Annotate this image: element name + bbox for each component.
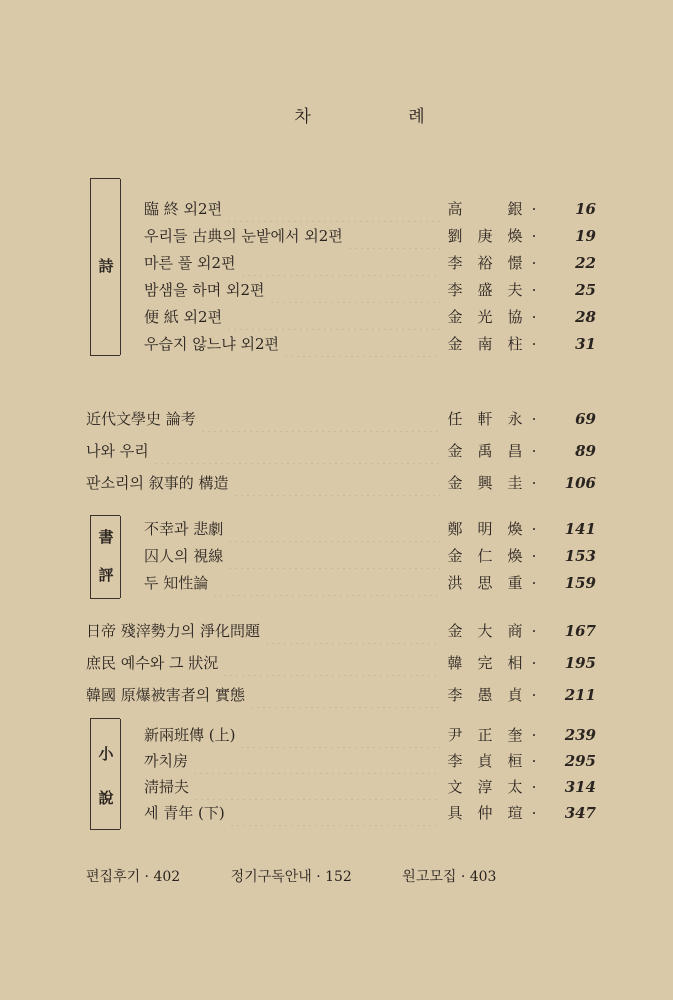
entry-page: 31 <box>575 335 596 353</box>
separator-dot: · <box>531 281 537 299</box>
separator-dot: · <box>531 442 537 460</box>
leader-dots <box>153 438 440 464</box>
footer-item: 정기구독안내 · 152 <box>230 869 352 885</box>
author-char: 思 <box>477 574 493 592</box>
toc-entry <box>0 277 673 303</box>
toc-entry <box>0 650 673 676</box>
entry-title: 新兩班傳 (上) <box>144 726 236 744</box>
leader-dots <box>240 250 440 276</box>
entry-author <box>440 250 540 276</box>
toc-entry <box>0 774 673 800</box>
entry-page: 211 <box>564 686 596 704</box>
entry-page: 89 <box>575 442 596 460</box>
entry-author <box>440 470 540 496</box>
author-char: 重 <box>507 574 523 592</box>
author-char: 裕 <box>477 254 493 272</box>
author-char: 柱 <box>507 335 523 353</box>
entry-author <box>440 570 540 596</box>
separator-dot: · <box>531 308 537 326</box>
entry-title: 韓國 原爆被害者의 實態 <box>86 686 246 704</box>
leader-dots <box>347 223 440 249</box>
author-char: 洪 <box>447 574 463 592</box>
toc-entry <box>0 331 673 357</box>
author-char: 金 <box>447 622 463 640</box>
leader-dots <box>264 618 440 644</box>
entry-author <box>440 277 540 303</box>
separator-dot: · <box>531 335 537 353</box>
author-char: 李 <box>447 281 463 299</box>
author-char: 具 <box>447 804 463 822</box>
author-char: 煥 <box>507 547 523 565</box>
leader-dots <box>233 470 440 496</box>
section-label: 評 <box>98 566 114 584</box>
leader-dots <box>239 722 440 748</box>
toc-entry <box>0 748 673 774</box>
entry-title: 囚人의 視線 <box>144 547 224 565</box>
entry-author <box>440 800 540 826</box>
separator-dot: · <box>531 410 537 428</box>
toc-entry <box>0 543 673 569</box>
separator-dot: · <box>531 804 537 822</box>
author-char: 愚 <box>477 686 493 704</box>
section-label: 小 <box>98 745 114 763</box>
entry-author <box>440 722 540 748</box>
toc-entry <box>0 438 673 464</box>
toc-entry <box>0 618 673 644</box>
entry-author <box>440 196 540 222</box>
author-char: 李 <box>447 254 463 272</box>
leader-dots <box>227 543 440 569</box>
separator-dot: · <box>531 547 537 565</box>
entry-page: 106 <box>564 474 596 492</box>
entry-page: 239 <box>564 726 596 744</box>
separator-dot: · <box>531 254 537 272</box>
leader-dots <box>227 516 440 542</box>
leader-dots <box>212 570 440 596</box>
separator-dot: · <box>531 686 537 704</box>
author-char: 金 <box>447 442 463 460</box>
entry-author <box>440 774 540 800</box>
entry-author <box>440 543 540 569</box>
entry-title: 세 青年 (下) <box>144 804 225 822</box>
entry-title: 판소리의 叙事的 構造 <box>86 474 229 492</box>
author-char: 煥 <box>507 520 523 538</box>
author-char: 淳 <box>477 778 493 796</box>
author-char: 明 <box>477 520 493 538</box>
author-char: 光 <box>477 308 493 326</box>
author-char: 仁 <box>477 547 493 565</box>
entry-title: 便 紙 외2편 <box>144 308 223 326</box>
entry-page: 195 <box>564 654 596 672</box>
leader-dots <box>229 800 440 826</box>
entry-author <box>440 650 540 676</box>
entry-page: 153 <box>564 547 596 565</box>
author-char: 完 <box>477 654 493 672</box>
leader-dots <box>249 682 440 708</box>
author-char: 商 <box>507 622 523 640</box>
entry-author <box>440 682 540 708</box>
author-char: 憬 <box>507 254 523 272</box>
entry-page: 28 <box>575 308 596 326</box>
entry-page: 167 <box>564 622 596 640</box>
author-char: 禹 <box>477 442 493 460</box>
author-char: 夫 <box>507 281 523 299</box>
footer-notes <box>86 866 542 886</box>
entry-title: 淸掃夫 <box>144 778 190 796</box>
author-char: 仲 <box>477 804 493 822</box>
author-char: 高 <box>447 200 463 218</box>
author-char: 協 <box>507 308 523 326</box>
author-char: 李 <box>447 686 463 704</box>
entry-page: 314 <box>564 778 596 796</box>
separator-dot: · <box>531 520 537 538</box>
footer-item: 원고모집 · 403 <box>402 869 497 885</box>
entry-author <box>440 748 540 774</box>
separator-dot: · <box>531 474 537 492</box>
page-title: 차 례 <box>294 107 471 127</box>
separator-dot: · <box>531 574 537 592</box>
author-char: 金 <box>447 474 463 492</box>
author-char: 鄭 <box>447 520 463 538</box>
toc-entry <box>0 682 673 708</box>
author-char: 南 <box>477 335 493 353</box>
author-char: 貞 <box>507 686 523 704</box>
author-char: 任 <box>447 410 463 428</box>
author-char: 昌 <box>507 442 523 460</box>
entry-page: 141 <box>564 520 596 538</box>
entry-title: 우습지 않느냐 외2편 <box>144 335 280 353</box>
author-char: 盛 <box>477 281 493 299</box>
entry-title: 두 知性論 <box>144 574 209 592</box>
author-char: 大 <box>477 622 493 640</box>
author-char: 李 <box>447 752 463 770</box>
entry-title: 日帝 殘滓勢力의 淨化問題 <box>86 622 261 640</box>
leader-dots <box>222 650 440 676</box>
entry-page: 159 <box>564 574 596 592</box>
author-char: 韓 <box>447 654 463 672</box>
entry-page: 295 <box>564 752 596 770</box>
author-char: 煥 <box>507 227 523 245</box>
entry-title: 近代文學史 論考 <box>86 410 196 428</box>
entry-author <box>440 516 540 542</box>
toc-entry <box>0 223 673 249</box>
entry-author <box>440 406 540 432</box>
toc-entry <box>0 570 673 596</box>
entry-title: 庶民 예수와 그 狀況 <box>86 654 219 672</box>
separator-dot: · <box>531 778 537 796</box>
leader-dots <box>226 304 440 330</box>
toc-entry <box>0 516 673 542</box>
entry-author <box>440 223 540 249</box>
entry-page: 347 <box>564 804 596 822</box>
separator-dot: · <box>531 726 537 744</box>
entry-page: 69 <box>575 410 596 428</box>
author-char: 正 <box>477 726 493 744</box>
entry-author <box>440 438 540 464</box>
section-label: 書 <box>98 528 114 546</box>
entry-title: 不幸과 悲劇 <box>144 520 224 538</box>
leader-dots <box>269 277 440 303</box>
author-char: 桓 <box>507 752 523 770</box>
toc-entry <box>0 304 673 330</box>
separator-dot: · <box>531 227 537 245</box>
author-char: 銀 <box>507 200 523 218</box>
author-char: 金 <box>447 335 463 353</box>
author-char: 奎 <box>507 726 523 744</box>
toc-entry <box>0 722 673 748</box>
author-char: 貞 <box>477 752 493 770</box>
author-char: 文 <box>447 778 463 796</box>
footer-item: 편집후기 · 402 <box>86 869 181 885</box>
author-char: 圭 <box>507 474 523 492</box>
entry-author <box>440 331 540 357</box>
entry-title: 마른 풀 외2편 <box>144 254 236 272</box>
separator-dot: · <box>531 200 537 218</box>
section-label: 說 <box>98 789 114 807</box>
entry-page: 16 <box>575 200 596 218</box>
entry-title: 까치房 <box>144 752 188 770</box>
author-char: 興 <box>477 474 493 492</box>
leader-dots <box>200 406 440 432</box>
separator-dot: · <box>531 622 537 640</box>
entry-title: 나와 우리 <box>86 442 149 460</box>
author-char: 太 <box>507 778 523 796</box>
leader-dots <box>283 331 440 357</box>
toc-entry <box>0 196 673 222</box>
toc-entry <box>0 406 673 432</box>
separator-dot: · <box>531 654 537 672</box>
toc-entry <box>0 470 673 496</box>
leader-dots <box>226 196 440 222</box>
entry-title: 우리들 古典의 눈밭에서 외2편 <box>144 227 343 245</box>
entry-page: 19 <box>575 227 596 245</box>
author-char: 瑄 <box>507 804 523 822</box>
author-char: 劉 <box>447 227 463 245</box>
author-char: 永 <box>507 410 523 428</box>
entry-page: 22 <box>575 254 596 272</box>
entry-page: 25 <box>575 281 596 299</box>
author-char: 庚 <box>477 227 493 245</box>
author-char: 金 <box>447 308 463 326</box>
separator-dot: · <box>531 752 537 770</box>
entry-author <box>440 304 540 330</box>
leader-dots <box>192 748 440 774</box>
toc-entry <box>0 800 673 826</box>
author-char: 軒 <box>477 410 493 428</box>
author-char: 尹 <box>447 726 463 744</box>
entry-author <box>440 618 540 644</box>
author-char: 相 <box>507 654 523 672</box>
leader-dots <box>193 774 440 800</box>
author-char: 金 <box>447 547 463 565</box>
toc-entry <box>0 250 673 276</box>
section-label: 詩 <box>98 257 114 275</box>
entry-title: 臨 終 외2편 <box>144 200 223 218</box>
entry-title: 밤샘을 하며 외2편 <box>144 281 265 299</box>
